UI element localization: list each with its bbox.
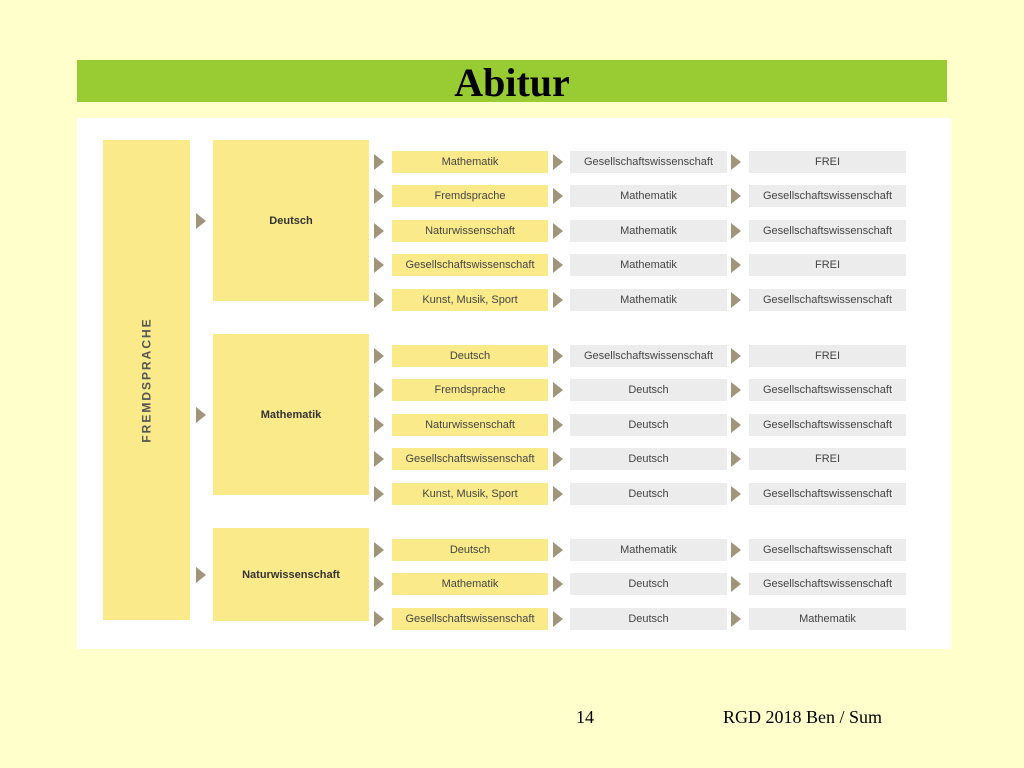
subject-cell: Gesellschaftswissenschaft [570,345,727,367]
subject-cell: Deutsch [392,345,548,367]
subject-cell: Mathematik [570,254,727,276]
arrow-right-icon [553,292,563,308]
subject-cell: Naturwissenschaft [392,414,548,436]
subject-cell: Mathematik [392,151,548,173]
subject-cell: Mathematik [392,573,548,595]
subject-cell: Naturwissenschaft [392,220,548,242]
arrow-right-icon [374,542,384,558]
arrow-right-icon [553,154,563,170]
subject-cell: Mathematik [570,185,727,207]
arrow-right-icon [196,407,206,423]
arrow-right-icon [731,542,741,558]
arrow-right-icon [374,257,384,273]
arrow-right-icon [374,348,384,364]
group-box: Deutsch [213,140,369,301]
arrow-right-icon [731,223,741,239]
arrow-right-icon [731,188,741,204]
arrow-right-icon [553,542,563,558]
arrow-right-icon [731,292,741,308]
arrow-right-icon [731,576,741,592]
subject-cell: Mathematik [749,608,906,630]
subject-cell: Deutsch [570,573,727,595]
arrow-right-icon [374,611,384,627]
arrow-right-icon [374,486,384,502]
arrow-right-icon [731,417,741,433]
arrow-right-icon [196,567,206,583]
subject-cell: Deutsch [392,539,548,561]
arrow-right-icon [731,611,741,627]
subject-cell: FREI [749,151,906,173]
title-bar [77,60,947,105]
page-number: 14 [576,707,594,727]
arrow-right-icon [731,348,741,364]
arrow-right-icon [553,486,563,502]
arrow-right-icon [731,154,741,170]
subject-cell: FREI [749,254,906,276]
subject-cell: Deutsch [570,448,727,470]
subject-cell: Gesellschaftswissenschaft [570,151,727,173]
arrow-right-icon [553,257,563,273]
arrow-right-icon [731,382,741,398]
arrow-right-icon [374,292,384,308]
subject-cell: Gesellschaftswissenschaft [749,185,906,207]
subject-cell: FREI [749,345,906,367]
arrow-right-icon [374,382,384,398]
subject-cell: Gesellschaftswissenschaft [392,608,548,630]
arrow-right-icon [374,188,384,204]
subject-cell: Gesellschaftswissenschaft [749,539,906,561]
arrow-right-icon [374,417,384,433]
subject-cell: Kunst, Musik, Sport [392,483,548,505]
arrow-right-icon [553,382,563,398]
subject-cell: Gesellschaftswissenschaft [749,414,906,436]
side-bar [103,140,190,620]
subject-cell: Deutsch [570,608,727,630]
subject-cell: Mathematik [570,289,727,311]
subject-cell: Deutsch [570,483,727,505]
subject-cell: Kunst, Musik, Sport [392,289,548,311]
arrow-right-icon [374,223,384,239]
group-box: Mathematik [213,334,369,495]
subject-cell: Gesellschaftswissenschaft [749,483,906,505]
subject-cell: Gesellschaftswissenschaft [749,289,906,311]
arrow-right-icon [731,257,741,273]
course-diagram [77,118,951,649]
slide-title: Abitur [454,60,570,105]
subject-cell: Mathematik [570,220,727,242]
arrow-right-icon [553,348,563,364]
arrow-right-icon [553,576,563,592]
arrow-right-icon [731,486,741,502]
arrow-right-icon [374,451,384,467]
arrow-right-icon [553,451,563,467]
side-label: FREMDSPRACHE [139,317,154,443]
subject-cell: Gesellschaftswissenschaft [749,220,906,242]
subject-cell: Gesellschaftswissenschaft [392,448,548,470]
subject-cell: Gesellschaftswissenschaft [749,573,906,595]
arrow-right-icon [553,417,563,433]
arrow-right-icon [374,154,384,170]
subject-cell: Mathematik [570,539,727,561]
subject-cell: FREI [749,448,906,470]
arrow-right-icon [374,576,384,592]
arrow-right-icon [553,223,563,239]
subject-cell: Deutsch [570,414,727,436]
subject-cell: Gesellschaftswissenschaft [749,379,906,401]
footer-text: RGD 2018 Ben / Sum [723,707,883,727]
subject-cell: Fremdsprache [392,185,548,207]
subject-cell: Fremdsprache [392,379,548,401]
arrow-right-icon [196,213,206,229]
group-box: Naturwissenschaft [213,528,369,621]
subject-cell: Deutsch [570,379,727,401]
arrow-right-icon [731,451,741,467]
subject-cell: Gesellschaftswissenschaft [392,254,548,276]
arrow-right-icon [553,611,563,627]
arrow-right-icon [553,188,563,204]
